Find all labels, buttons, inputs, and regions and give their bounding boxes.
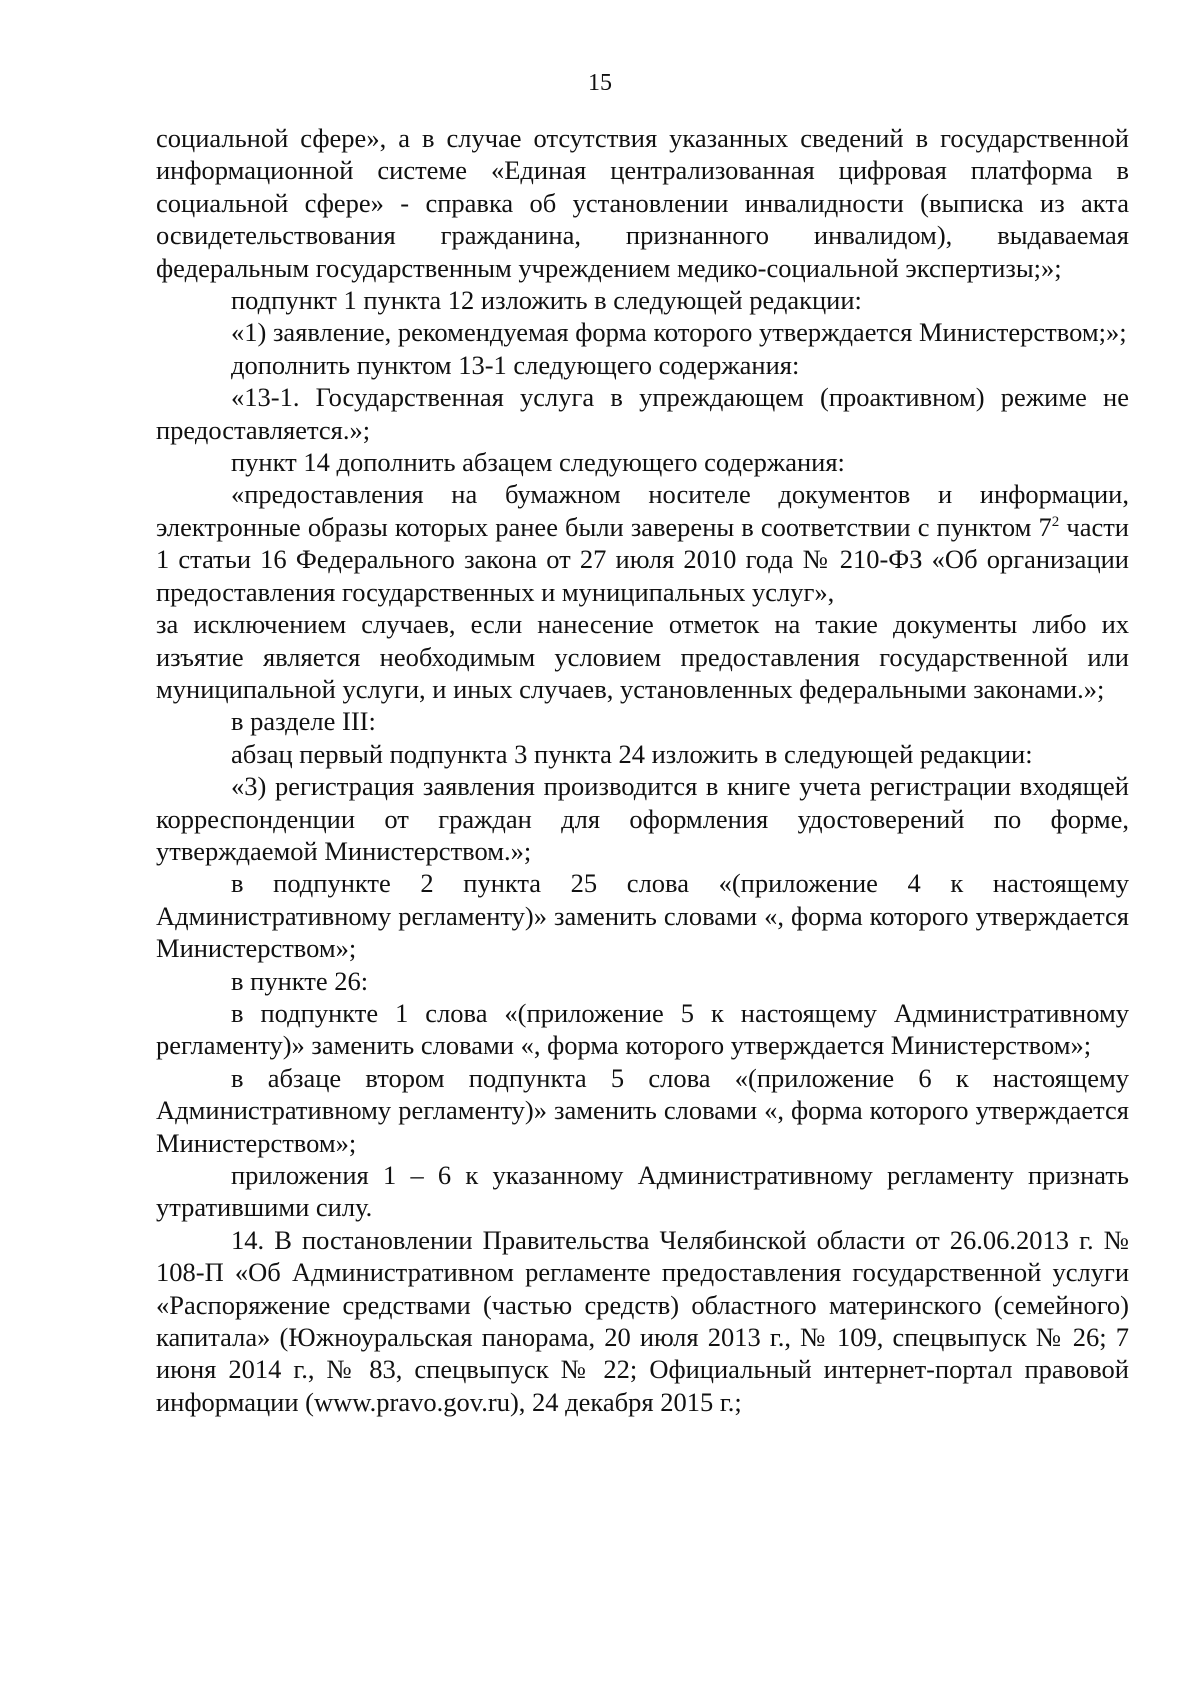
paragraph: «13-1. Государственная услуга в упреждающем (проактивном) режиме не предоставляется.»; bbox=[156, 382, 1129, 445]
paragraph: пункт 14 дополнить абзацем следующего содержания: bbox=[231, 447, 845, 478]
paragraph: 14. В постановлении Правительства Челябинской области от 26.06.2013 г. № 108-П «Об Административном регламенте предоставления государственной услуги «Распоряжение средствами (частью средств) областного материнского (семейного) капитала» (Южноуральская панорама, 20 июля 2013 г., № 109, спецвыпуск № 26; 7 июня 2014 г., № 83, спецвыпуск № 22; Официальный интернет-портал правовой информации (www.pravo.gov.ru), 24 декабря 2015 г.; bbox=[156, 1224, 1129, 1417]
paragraph: «1) заявление, рекомендуемая форма которого утверждается Министерством;»; bbox=[231, 317, 1127, 348]
paragraph: социальной сфере», а в случае отсутствия указанных сведений в государственной информационной системе «Единая централизованная цифровая платформа в социальной сфере» - справка об установлении инвалидности (выписка из акта освидетельствования гражданина, признанного инвалидом), выдаваемая федеральным государственным учреждением медико-социальной экспертизы;»; bbox=[156, 123, 1129, 283]
quote-text-after: части 1 статьи 16 Федерального закона от 27 июля 2010 года № 210-ФЗ «Об организации предоставления государственных и муниципальных услуг», bbox=[156, 511, 1129, 607]
paragraph: «3) регистрация заявления производится в книге учета регистрации входящей корреспонденции от граждан для оформления удостоверений по форме, утверждаемой Министерством.»; bbox=[156, 771, 1129, 866]
paragraph: в подпункте 2 пункта 25 слова «(приложение 4 к настоящему Административному регламенту)» заменить словами «, форма которого утверждается Министерством»; bbox=[156, 868, 1129, 964]
paragraph: подпункт 1 пункта 12 изложить в следующей редакции: bbox=[231, 285, 862, 316]
paragraph: в разделе III: bbox=[231, 706, 376, 737]
document-body bbox=[156, 122, 1129, 1418]
paragraph: в абзаце втором подпункта 5 слова «(приложение 6 к настоящему Административному регламенту)» заменить словами «, форма которого утверждается Министерством»; bbox=[156, 1062, 1129, 1158]
paragraph: дополнить пунктом 13-1 следующего содержания: bbox=[231, 349, 800, 380]
quoted-paragraph bbox=[156, 478, 1129, 608]
paragraph: в подпункте 1 слова «(приложение 5 к настоящему Административному регламенту)» заменить словами «, форма которого утверждается Министерством»; bbox=[156, 997, 1129, 1061]
paragraph: за исключением случаев, если нанесение отметок на такие документы либо их изъятие является необходимым условием предоставления государственной или муниципальной услуги, и иных случаев, установленных федеральными законами.»; bbox=[156, 609, 1129, 704]
superscript: 2 bbox=[1051, 514, 1060, 531]
paragraph: абзац первый подпункта 3 пункта 24 изложить в следующей редакции: bbox=[231, 738, 1033, 769]
paragraph: в пункте 26: bbox=[231, 965, 369, 996]
quote-text-before: «предоставления на бумажном носителе документов и информации, электронные образы которых ранее были заверены в соответствии с пунктом 7 bbox=[156, 479, 1129, 542]
paragraph: приложения 1 – 6 к указанному Административному регламенту признать утратившими силу. bbox=[156, 1160, 1129, 1223]
page-number: 15 bbox=[588, 70, 612, 96]
